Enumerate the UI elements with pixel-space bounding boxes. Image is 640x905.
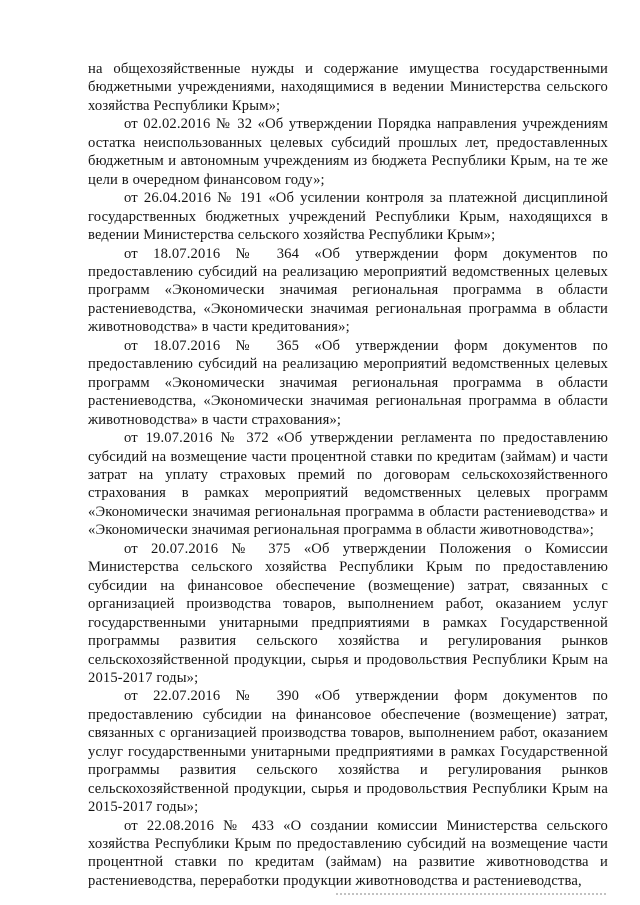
- paragraph-order-390: от 22.07.2016 № 390 «Об утверждении форм документов по предоставлению субсидии на финансовое обеспечение (возмещение) затрат, связанных с организацией производства товаров, выполнением работ, оказанием услуг государственными унитарными предприятиями в рамках Государственной программы развития сельского хозяйства и регулирования рынков сельскохозяйственной продукции, сырья и продовольствия Республики Крым на 2015-2017 годы»;: [88, 688, 608, 816]
- paragraph-order-375: от 20.07.2016 № 375 «Об утверждении Положения о Комиссии Министерства сельского хозяйства Республики Крым по предоставлению субсидии на финансовое обеспечение (возмещение) затрат, связанных с организацией производства товаров, выполнением работ, оказанием услуг государственными унитарными предприятиями в рамках Государственной программы развития сельского хозяйства и регулирования рынков сельскохозяйственной продукции, сырья и продовольствия Республики Крым на 2015-2017 годы»;: [88, 540, 608, 686]
- paragraph-order-365: от 18.07.2016 № 365 «Об утверждении форм документов по предоставлению субсидий на реализацию мероприятий ведомственных целевых программ «Экономически значимая региональная программа в области растениеводства, «Экономически значимая региональная программа в области животноводства» в части страхования»;: [88, 337, 608, 428]
- paragraph-order-32: от 02.02.2016 № 32 «Об утверждении Порядка направления учреждениям остатка неиспользованных целевых субсидий прошлых лет, предоставленных бюджетным и автономным учреждениям из бюджета Республики Крым, на те же цели в очередном финансовом году»;: [88, 116, 608, 188]
- paragraph-order-372: от 19.07.2016 № 372 «Об утверждении регламента по предоставлению субсидий на возмещение части процентной ставки по кредитам (займам) и части затрат на уплату страховых премий по договорам сельскохозяйственного страхования в рамках мероприятий ведомственных целевых программ «Экономически значимая региональная программа в области растениеводства» и «Экономически значимая региональная программа в области животноводства»;: [88, 430, 608, 539]
- document-body: [88, 60, 608, 890]
- paragraph-order-433: от 22.08.2016 № 433 «О создании комиссии Министерства сельского хозяйства Республики Крым по предоставлению субсидий на возмещение части процентной ставки по кредитам (займам) на развитие животноводства и растениеводства, переработки продукции животноводства и растениеводства,: [88, 817, 608, 889]
- scan-edge-artifact: [336, 893, 606, 899]
- paragraph-order-364: от 18.07.2016 № 364 «Об утверждении форм документов по предоставлению субсидий на реализацию мероприятий ведомственных целевых программ «Экономически значимая региональная программа в области растениеводства, «Экономически значимая региональная программа в области животноводства» в части кредитования»;: [88, 245, 608, 336]
- paragraph-continuation: на общехозяйственные нужды и содержание имущества государственными бюджетными учреждениями, находящимися в ведении Министерства сельского хозяйства Республики Крым»;: [88, 61, 608, 114]
- paragraph-order-191: от 26.04.2016 № 191 «Об усилении контроля за платежной дисциплиной государственных бюджетных учреждений Республики Крым, находящихся в ведении Министерства сельского хозяйства Республики Крым»;: [88, 190, 608, 244]
